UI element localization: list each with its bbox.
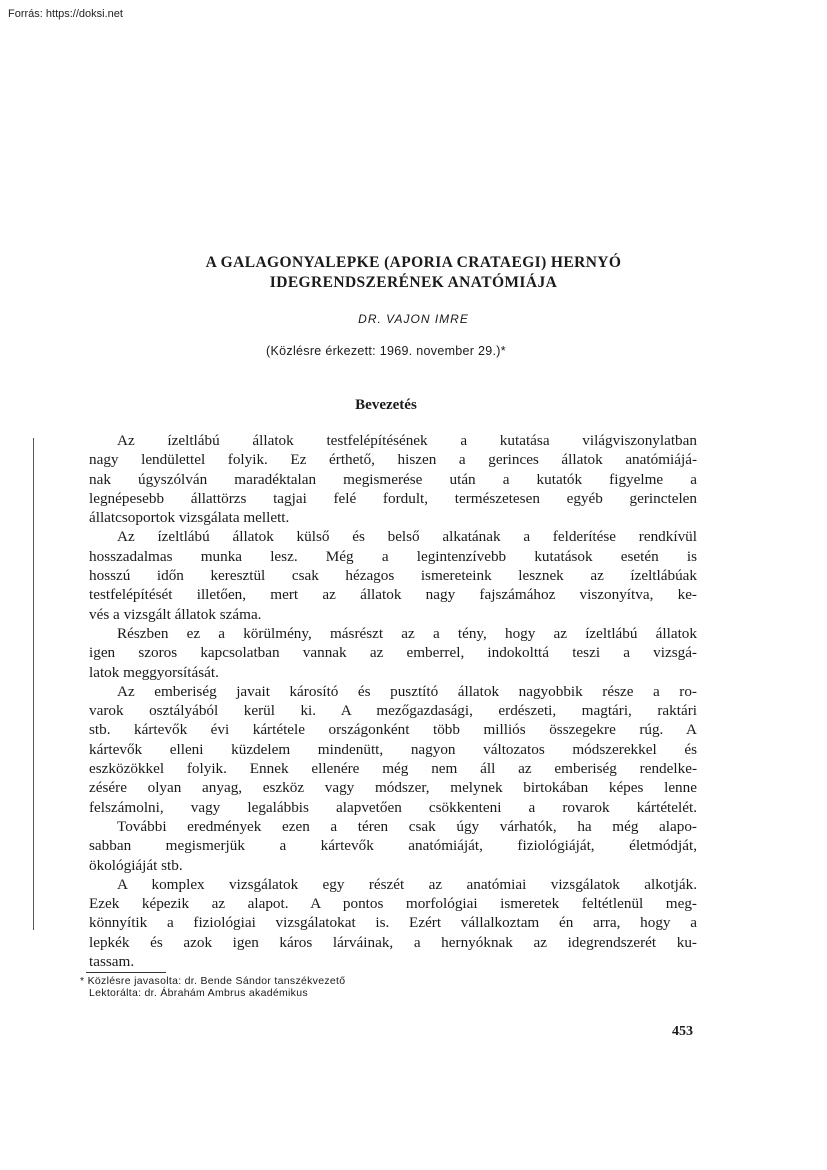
body-line: További eredmények ezen a téren csak úgy várhatók, ha még alapo- xyxy=(117,817,697,835)
body-line: lepkék és azok igen káros lárváinak, a hernyóknak az idegrendszerét ku- xyxy=(89,933,697,951)
body-line: sabban megismerjük a kártevők anatómiáját, fiziológiáját, életmódját, xyxy=(89,837,697,855)
body-line: ökológiáját stb. xyxy=(89,856,183,874)
body-line: varok osztályából kerül ki. A mezőgazdasági, erdészeti, magtári, raktári xyxy=(89,702,697,720)
footnote-line: Lektorálta: dr. Ábrahám Ambrus akadémikus xyxy=(89,987,308,999)
body-line: felszámolni, vagy legalábbis alapvetően csökkenteni a rovarok kártételét. xyxy=(89,798,697,816)
body-line: nak úgyszólván maradéktalan megismerése után a kutatók figyelme a xyxy=(89,470,697,488)
body-line: Részben ez a körülmény, másrészt az a tény, hogy az ízeltlábú állatok xyxy=(117,624,697,642)
body-line: állatcsoportok vizsgálata mellett. xyxy=(89,509,290,527)
title-line: A GALAGONYALEPKE (APORIA CRATAEGI) HERNYÓ xyxy=(205,254,622,271)
body-line: eszközökkel folyik. Ennek ellenére még nem áll az emberiség rendelke- xyxy=(89,760,697,778)
body-line: hosszadalmas munka lesz. Még a legintenzívebb kutatások esetén is xyxy=(89,547,697,565)
body-line: igen szoros kapcsolatban vannak az emberrel, indokolttá teszi a vizsgá- xyxy=(89,644,697,662)
body-line: testfelépítését illetően, mert az állatok nagy fajszámához viszonyítva, ke- xyxy=(89,586,697,604)
body-line: könnyítik a fiziológiai vizsgálatokat is. Ezért vállalkoztam én arra, hogy a xyxy=(89,914,697,932)
body-line: stb. kártevők évi kártétele országonként több milliós összegekre rúg. A xyxy=(89,721,697,739)
body-line: Ezek képezik az alapot. A pontos morfológiai ismeretek feltétlenül meg- xyxy=(89,895,697,913)
received-note: (Közlésre érkezett: 1969. november 29.)* xyxy=(266,344,506,358)
body-line: Az emberiség javait károsító és pusztító állatok nagyobbik része a ro- xyxy=(117,682,697,700)
page-number: 453 xyxy=(672,1024,693,1039)
body-line: latok meggyorsítását. xyxy=(89,663,219,681)
source-label[interactable]: Forrás: https://doksi.net xyxy=(8,8,123,20)
body-line: Az ízeltlábú állatok testfelépítésének a kutatása világviszonylatban xyxy=(117,432,697,449)
body-line: Az ízeltlábú állatok külső és belső alkatának a felderítése rendkívül xyxy=(117,528,697,546)
body-line: kártevők elleni küzdelem mindenütt, nagyon változatos módszerekkel és xyxy=(89,740,697,758)
author-name: DR. VAJON IMRE xyxy=(358,312,469,326)
section-heading: Bevezetés xyxy=(355,397,417,413)
body-line: vés a vizsgált állatok száma. xyxy=(89,605,262,623)
body-line: legnépesebb állattörzs tagjai felé fordult, természetesen egyéb gerinctelen xyxy=(89,489,697,507)
article-title xyxy=(100,253,727,293)
body-line: A komplex vizsgálatok egy részét az anatómiai vizsgálatok alkotják. xyxy=(117,875,697,893)
body-line: tassam. xyxy=(89,953,135,971)
footnote-line: * Közlésre javasolta: dr. Bende Sándor tanszékvezető xyxy=(80,975,346,987)
body-line: nagy lendülettel folyik. Ez érthető, hiszen a gerinces állatok anatómiájá- xyxy=(89,451,697,469)
body-text xyxy=(89,431,697,971)
body-line: hosszú időn keresztül csak hézagos ismereteink lesznek az ízeltlábúak xyxy=(89,567,697,585)
footnote-divider xyxy=(86,972,166,973)
title-line: IDEGRENDSZERÉNEK ANATÓMIÁJA xyxy=(269,274,558,291)
body-line: zésére olyan anyag, eszköz vagy módszer, melynek birtokában képes lenne xyxy=(89,779,697,797)
margin-line xyxy=(33,438,34,930)
footnotes xyxy=(80,975,345,999)
